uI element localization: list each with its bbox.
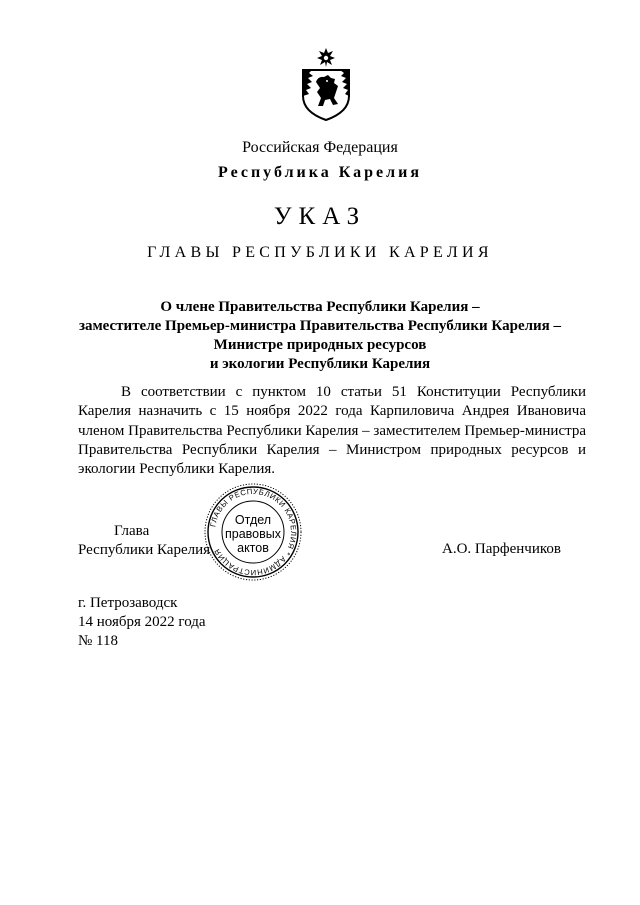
subject-line: заместителе Премьер-министра Правительства Республики Карелия –	[78, 318, 562, 334]
stamp-line3: актов	[237, 541, 269, 555]
signatory-role-line2: Республики Карелия	[78, 542, 211, 558]
republic-name: Республика Карелия	[218, 164, 422, 181]
decree-body-paragraph: В соответствии с пунктом 10 статьи 51 Конституции Республики Карелия назначить с 15 ноября 2022 года Карпиловича Андрея Ивановича членом Правительства Республики Карелия – заместителем Премьер-министра Правительства Республики Карелия – Министром природных ресурсов и экологии Республики Карелия.	[78, 384, 586, 478]
subject-line: и экологии Республики Карелия	[209, 356, 431, 372]
subject-line: О члене Правительства Республики Карелия –	[160, 299, 480, 315]
decree-subject	[60, 298, 580, 374]
issuer-title: ГЛАВЫ РЕСПУБЛИКИ КАРЕЛИЯ	[147, 244, 493, 261]
stamp-line2: правовых	[225, 527, 281, 541]
decree-number: № 118	[78, 633, 119, 649]
decree-footer	[78, 594, 206, 651]
stamp-line1: Отдел	[234, 513, 272, 527]
signatory-name: А.О. Парфенчиков	[442, 541, 561, 557]
issue-date: 14 ноября 2022 года	[78, 614, 206, 630]
karelia-coat-of-arms-icon	[298, 48, 354, 122]
country-name: Российская Федерация	[242, 139, 398, 156]
issue-city: г. Петрозаводск	[78, 595, 178, 611]
stamp-ring-text: ГЛАВЫ РЕСПУБЛИКИ КАРЕЛИЯ * АДМИНИСТРАЦИЯ	[208, 486, 299, 578]
signatory-role	[78, 522, 210, 560]
document-type-title: УКАЗ	[273, 203, 367, 230]
official-stamp	[203, 481, 303, 583]
signatory-role-line1: Глава	[114, 523, 150, 539]
subject-line: Министре природных ресурсов	[213, 337, 427, 353]
